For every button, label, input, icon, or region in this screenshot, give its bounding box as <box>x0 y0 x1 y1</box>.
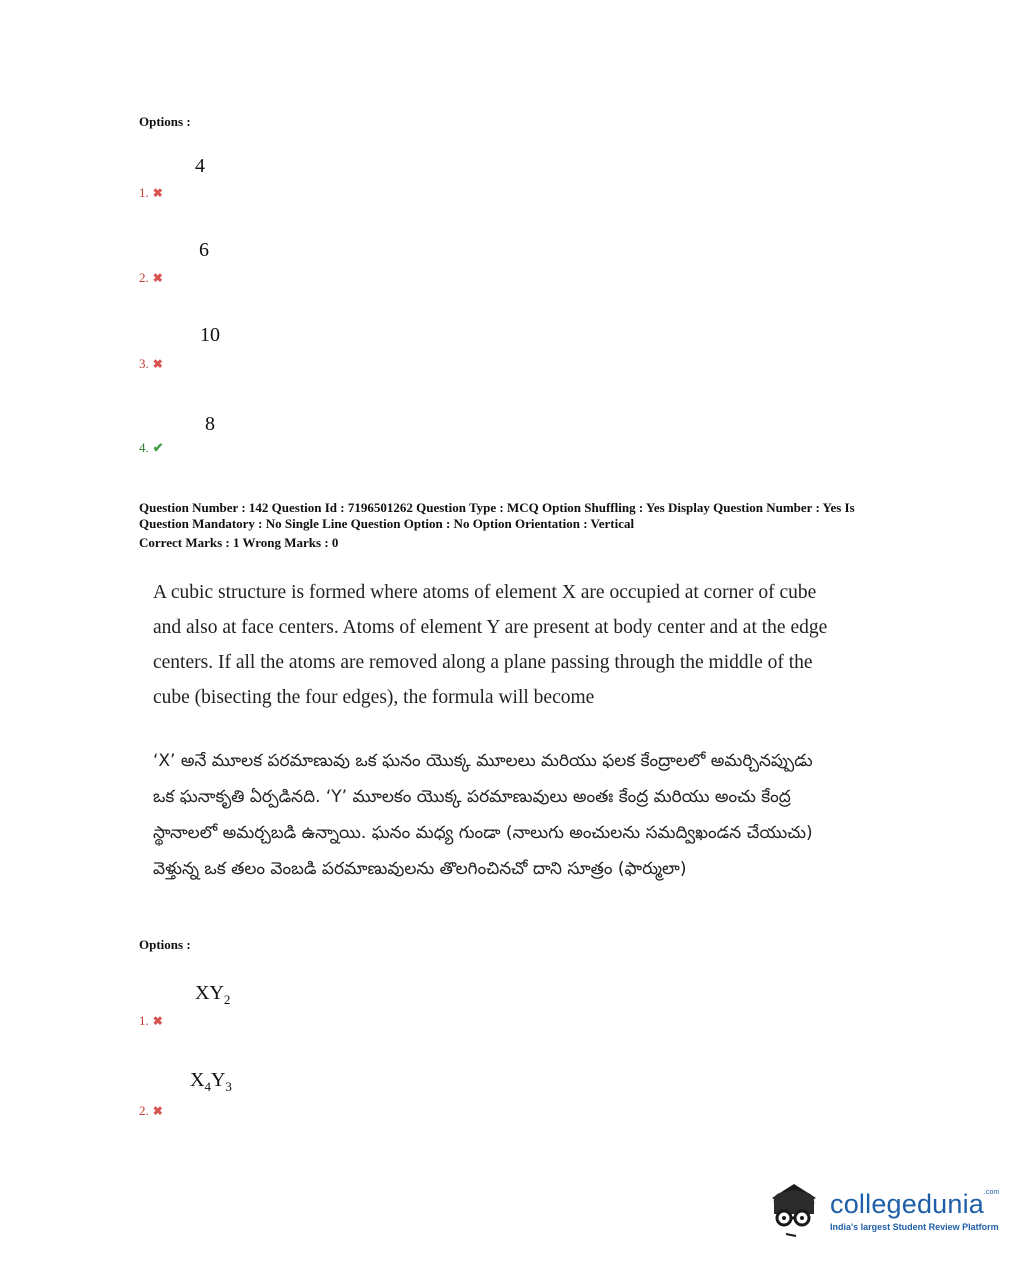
mascot-icon <box>766 1178 822 1242</box>
question-text-telugu <box>153 743 873 887</box>
question-line: స్థానాలలో అమర్చబడి ఉన్నాయి. ఘనం మధ్య గుండా (నాలుగు అంచులను సమద్విఖండన చేయుచు) <box>153 823 813 843</box>
logo-text <box>830 1189 999 1232</box>
option-number <box>139 356 163 372</box>
question-line: A cubic structure is formed where atoms of element X are occupied at corner of cube <box>153 582 817 603</box>
meta-line-1: Question Number : 142 Question Id : 7196501262 Question Type : MCQ Option Shuffling : Yes Display Question Number : Yes Is <box>139 500 855 515</box>
option-index: 1. <box>139 185 149 200</box>
option-index: 2. <box>139 270 149 285</box>
option-value <box>190 1069 232 1095</box>
question-line: and also at face centers. Atoms of element Y are present at body center and at the edge <box>153 617 828 638</box>
question-text-english <box>153 575 873 715</box>
option-number <box>139 185 163 201</box>
logo-tagline: India's largest Student Review Platform <box>830 1221 999 1232</box>
question-line: centers. If all the atoms are removed along a plane passing through the middle of the <box>153 652 813 673</box>
options-label: Options : <box>139 937 191 952</box>
option-number <box>139 440 164 456</box>
option-value: 4 <box>195 155 205 177</box>
option-index: 1. <box>139 1013 149 1028</box>
logo-suffix: .com <box>984 1188 1000 1196</box>
option-index: 4. <box>139 440 149 455</box>
option-number <box>139 1103 163 1119</box>
meta-line-3: Correct Marks : 1 Wrong Marks : 0 <box>139 535 339 550</box>
question-line: ఒక ఘనాకృతి ఏర్పడినది. ‘Y’ మూలకం యొక్క పరమాణువులు అంతః కేంద్ర మరియు అంచు కేంద్ర <box>153 787 791 807</box>
formula-subscript: 3 <box>225 1079 232 1094</box>
option-value: 8 <box>205 413 215 435</box>
question-line: cube (bisecting the four edges), the formula will become <box>153 687 595 708</box>
cross-icon: ✖ <box>152 1013 163 1028</box>
check-icon: ✔ <box>152 440 164 455</box>
logo-name: collegedunia <box>830 1188 985 1219</box>
cross-icon: ✖ <box>152 1103 163 1118</box>
option-number <box>139 1013 163 1029</box>
option-index: 2. <box>139 1103 149 1118</box>
option-value: 6 <box>199 239 209 261</box>
question-line: వెళ్తున్న ఒక తలం వెంబడి పరమాణువులను తొలగించినచో దాని సూత్రం (ఫార్ములా) <box>153 859 687 879</box>
formula-base: Y <box>210 1069 226 1091</box>
meta-line-2: Question Mandatory : No Single Line Question Option : No Option Orientation : Vertical <box>139 516 635 531</box>
options-label: Options : <box>139 114 191 129</box>
option-number <box>139 270 163 286</box>
formula-base: XY <box>195 982 224 1004</box>
question-meta <box>139 500 919 551</box>
formula-base: X <box>190 1069 205 1091</box>
cross-icon: ✖ <box>152 356 163 371</box>
cross-icon: ✖ <box>152 185 163 200</box>
question-line: ‘X’ అనే మూలక పరమాణువు ఒక ఘనం యొక్క మూలలు మరియు ఫలక కేంద్రాలలో అమర్చినప్పుడు <box>153 751 813 771</box>
option-index: 3. <box>139 356 149 371</box>
collegedunia-logo <box>766 1178 999 1242</box>
formula-subscript: 4 <box>204 1079 211 1094</box>
formula-subscript: 2 <box>223 992 231 1007</box>
cross-icon: ✖ <box>152 270 163 285</box>
option-value <box>195 982 230 1008</box>
option-value: 10 <box>200 324 220 346</box>
